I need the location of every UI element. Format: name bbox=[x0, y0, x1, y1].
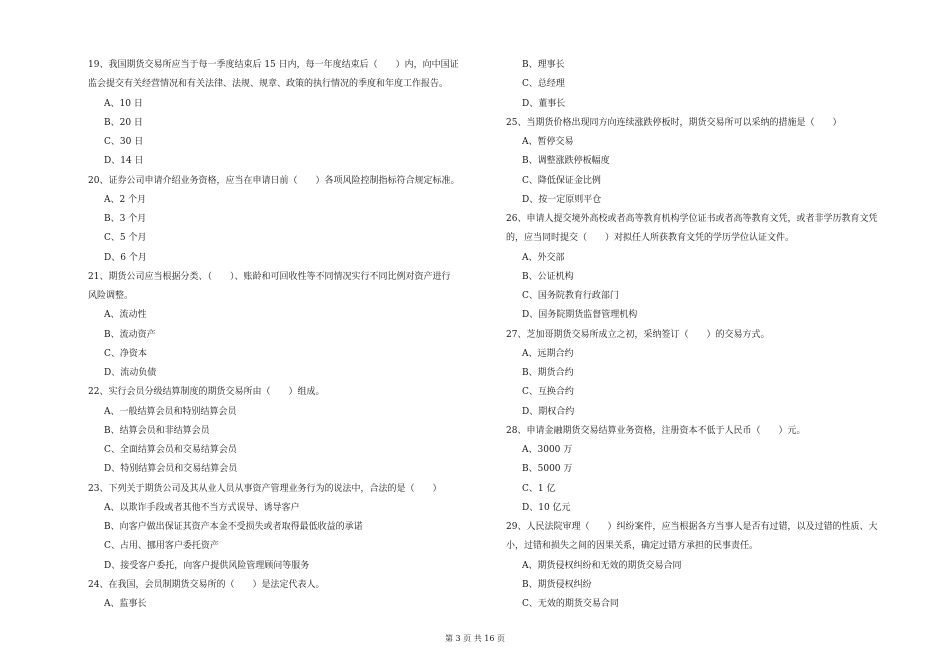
answer-option: D、14 日 bbox=[104, 156, 144, 167]
answer-option: A、监事长 bbox=[104, 599, 147, 609]
answer-option: A、2 个月 bbox=[104, 194, 147, 205]
answer-option: D、特别结算会员和交易结算会员 bbox=[104, 464, 238, 475]
answer-option: A、远期合约 bbox=[522, 348, 574, 359]
answer-option: C、净资本 bbox=[104, 348, 147, 359]
question-text: 28、申请金融期货交易结算业务资格，注册资本不低于人民币（ ）元。 bbox=[506, 425, 806, 436]
question-text: 21、期货公司应当根据分类、（ ）、账龄和可回收性等不同情况实行不同比例对资产进行 bbox=[88, 271, 451, 282]
answer-option: B、理事长 bbox=[522, 60, 565, 70]
answer-option: B、5000 万 bbox=[522, 464, 573, 475]
answer-option: D、按一定原则平仓 bbox=[522, 194, 602, 205]
answer-option: C、5 个月 bbox=[104, 233, 147, 244]
answer-option: A、流动性 bbox=[104, 310, 147, 321]
question-text: 的，应当同时提交（ ）对拟任人所获教育文凭的学历学位认证文件。 bbox=[506, 233, 795, 244]
answer-option: B、调整涨跌停板幅度 bbox=[522, 156, 610, 167]
answer-option: B、期货侵权纠纷 bbox=[522, 579, 592, 590]
page-footer: 第 3 页 共 16 页 bbox=[445, 634, 505, 643]
answer-option: B、期货合约 bbox=[522, 368, 574, 378]
answer-option: C、30 日 bbox=[104, 137, 144, 147]
answer-option: C、降低保证金比例 bbox=[522, 175, 601, 186]
answer-option: A、一般结算会员和特别结算会员 bbox=[104, 406, 237, 417]
answer-option: C、国务院教育行政部门 bbox=[522, 291, 619, 301]
answer-option: B、流动资产 bbox=[104, 329, 156, 340]
question-text: 25、当期货价格出现同方向连续涨跌停板时，期货交易所可以采纳的措施是（ ） bbox=[506, 117, 842, 128]
question-text: 监会提交有关经营情况和有关法律、法规、规章、政策的执行情况的季度和年度工作报告。 bbox=[88, 79, 449, 90]
answer-option: D、国务院期货监督管理机构 bbox=[522, 310, 638, 321]
answer-option: A、3000 万 bbox=[522, 445, 573, 455]
answer-option: C、全面结算会员和交易结算会员 bbox=[104, 445, 237, 455]
answer-option: C、总经理 bbox=[522, 79, 565, 90]
answer-option: D、接受客户委托，向客户提供风险管理顾问等服务 bbox=[104, 560, 310, 571]
answer-option: B、结算会员和非结算会员 bbox=[104, 425, 210, 436]
answer-option: B、公证机构 bbox=[522, 271, 574, 282]
answer-option: A、10 日 bbox=[104, 98, 143, 109]
question-text: 小，过错和损失之间的因果关系，确定过错方承担的民事责任。 bbox=[506, 541, 759, 552]
answer-option: B、20 日 bbox=[104, 117, 143, 128]
answer-option: C、占用、挪用客户委托资产 bbox=[104, 541, 219, 552]
answer-option: A、暂停交易 bbox=[522, 137, 574, 147]
answer-option: C、无效的期货交易合同 bbox=[522, 599, 619, 609]
question-text: 风险调整。 bbox=[88, 291, 134, 301]
question-text: 29、人民法院审理（ ）纠纷案件，应当根据各方当事人是否有过错，以及过错的性质、大 bbox=[506, 522, 878, 532]
question-text: 20、证券公司申请介绍业务资格，应当在申请日前（ ）各项风险控制指标符合规定标准。 bbox=[88, 175, 460, 186]
answer-option: B、3 个月 bbox=[104, 214, 147, 224]
answer-option: A、以欺诈手段或者其他不当方式误导、诱导客户 bbox=[104, 502, 300, 513]
answer-option: D、6 个月 bbox=[104, 252, 147, 263]
answer-option: D、期权合约 bbox=[522, 406, 575, 417]
answer-option: A、期货侵权纠纷和无效的期货交易合同 bbox=[522, 560, 682, 571]
question-text: 26、申请人提交境外高校或者高等教育机构学位证书或者高等教育文凭，或者非学历教育文凭 bbox=[506, 214, 878, 224]
answer-option: C、1 亿 bbox=[522, 483, 556, 494]
question-text: 24、在我国，会员制期货交易所的（ ）是法定代表人。 bbox=[88, 579, 325, 590]
question-text: 22、实行会员分级结算制度的期货交易所由（ ）组成。 bbox=[88, 387, 325, 398]
answer-option: D、10 亿元 bbox=[522, 502, 571, 513]
answer-option: D、董事长 bbox=[522, 98, 566, 109]
answer-option: C、互换合约 bbox=[522, 387, 574, 398]
answer-option: B、向客户做出保证其资产本金不受损失或者取得最低收益的承诺 bbox=[104, 522, 363, 532]
answer-option: D、流动负债 bbox=[104, 368, 157, 378]
answer-option: A、外交部 bbox=[522, 252, 565, 263]
question-text: 23、下列关于期货公司及其从业人员从事资产管理业务行为的说法中，合法的是（ ） bbox=[88, 483, 442, 494]
question-text: 19、我国期货交易所应当于每一季度结束后 15 日内，每一年度结束后（ ）内，向中国证 bbox=[88, 60, 459, 70]
question-text: 27、芝加哥期货交易所成立之初，采纳签订（ ）的交易方式。 bbox=[506, 329, 770, 340]
